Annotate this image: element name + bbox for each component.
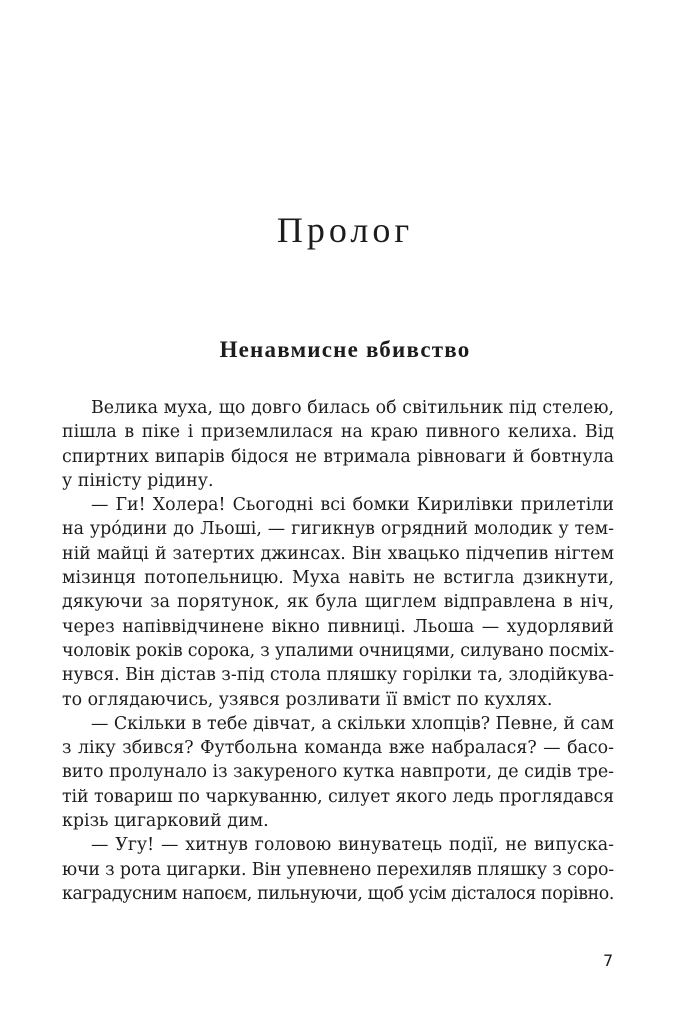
text-line: вито пролунало із закуреного кутка навпроти, де сидів тре- [62,762,614,783]
text-line: Велика муха, що довго билась об світильник під стелею, [91,398,614,418]
text-line: з ліку збився? Футбольна команда вже набралася? — басо- [62,738,614,759]
text-line: каградусним напоєм, пильнуючи, щоб усім дісталося порівно. [62,883,614,904]
text-line: дякуючи за порятунок, як була щиглем відправлена в ніч, [62,592,614,613]
text-line: пішла в піке і приземлилася на краю пивного келиха. Від [62,422,614,443]
page-number: 7 [603,951,614,970]
section-title: Ненавмисне вбивство [219,337,471,362]
text-line: чоловік років сорока, з упалими очницями, силувано посміх- [62,640,614,661]
text-line: мізинця потопельницю. Муха навіть не встигла дзикнути, [62,568,614,589]
text-line: ючи з рота цигарки. Він упевнено перехиляв пляшку з соро- [62,859,614,880]
chapter-title: Пролог [276,210,414,250]
text-line: у піністу рідину. [62,470,214,491]
text-line: — Угу! — хитнув головою винуватець події, не випуска- [91,835,614,856]
text-line: ній майці й затертих джинсах. Він хвацько підчепив нігтем [62,543,614,564]
text-line: то оглядаючись, узявся розливати її вміст по кухлях. [62,689,553,710]
text-line: — Скільки в тебе дівчат, а скільки хлопців? Певне, й сам [91,713,614,734]
text-line: тій товариш по чаркуванню, силует якого ледь проглядався [62,786,614,807]
text-line: крізь цигарковий дим. [62,811,269,832]
text-line: через напіввідчинене вікно пивниці. Льоша — худорлявий [62,616,614,637]
text-line: спиртних випарів бідося не втримала рівноваги й бовтнула [62,446,614,467]
text-line: на уро́дини до Льоші, — гигикнув огрядний молодик у тем- [62,519,614,540]
text-line: — Ги! Холера! Сьогодні всі бомки Кирилівки прилетіли [91,495,614,516]
body-text [62,396,614,906]
text-line: нувся. Він дістав з-під стола пляшку горілки та, злодійкува- [62,665,614,686]
